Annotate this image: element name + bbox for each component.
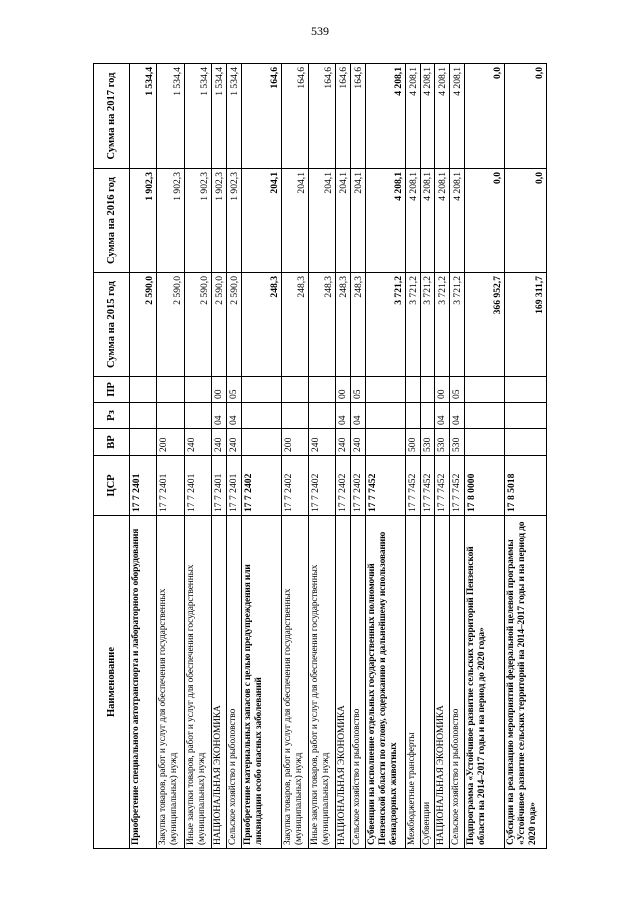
- cell-vr: 240: [336, 429, 351, 456]
- cell-y2016: 1 902,3: [212, 169, 227, 273]
- cell-csr: 17 8 0000: [464, 456, 504, 516]
- cell-y2016: 4 208,1: [450, 169, 465, 273]
- cell-pr: [184, 377, 211, 403]
- cell-rz: [130, 403, 157, 429]
- cell-vr: 530: [435, 429, 450, 456]
- cell-csr: 17 7 2401: [130, 456, 157, 516]
- table-row: [281, 64, 308, 849]
- cell-pr: [365, 377, 405, 403]
- cell-y2016: 0,0: [504, 169, 546, 273]
- header-2016: Сумма на 2016 год: [94, 169, 130, 273]
- table-header-row: [94, 64, 130, 849]
- cell-y2016: 4 208,1: [435, 169, 450, 273]
- cell-vr: 240: [184, 429, 211, 456]
- cell-vr: 200: [281, 429, 308, 456]
- table-row: [504, 64, 546, 849]
- cell-rz: 04: [336, 403, 351, 429]
- cell-pr: 00: [435, 377, 450, 403]
- table-row: [365, 64, 405, 849]
- cell-rz: [420, 403, 435, 429]
- table-row: [184, 64, 211, 849]
- cell-rz: [308, 403, 335, 429]
- table-row: [336, 64, 351, 849]
- cell-y2015: 3 721,2: [450, 273, 465, 377]
- cell-pr: [281, 377, 308, 403]
- cell-name: НАЦИОНАЛЬНАЯ ЭКОНОМИКА: [435, 516, 450, 849]
- cell-rz: [464, 403, 504, 429]
- cell-vr: 530: [420, 429, 435, 456]
- cell-y2015: 169 311,7: [504, 273, 546, 377]
- cell-rz: [365, 403, 405, 429]
- cell-rz: 04: [212, 403, 227, 429]
- cell-y2015: 3 721,2: [420, 273, 435, 377]
- cell-pr: 05: [450, 377, 465, 403]
- cell-pr: 05: [226, 377, 241, 403]
- cell-y2016: 204,1: [308, 169, 335, 273]
- cell-csr: 17 7 2401: [226, 456, 241, 516]
- cell-name: Иные закупки товаров, работ и услуг для обеспечения государственных (муниципальных) нужд: [308, 516, 335, 849]
- cell-csr: 17 7 7452: [365, 456, 405, 516]
- cell-csr: 17 7 2402: [241, 456, 281, 516]
- cell-rz: [184, 403, 211, 429]
- cell-y2017: 0,0: [504, 64, 546, 169]
- cell-name: Сельское хозяйство и рыболовство: [351, 516, 366, 849]
- cell-vr: [130, 429, 157, 456]
- cell-csr: 17 7 2401: [184, 456, 211, 516]
- cell-y2016: 1 902,3: [226, 169, 241, 273]
- cell-y2016: 0,0: [464, 169, 504, 273]
- cell-y2015: 3 721,2: [435, 273, 450, 377]
- cell-pr: 00: [336, 377, 351, 403]
- cell-pr: [157, 377, 184, 403]
- header-2015: Сумма на 2015 год: [94, 273, 130, 377]
- cell-y2015: 366 952,7: [464, 273, 504, 377]
- table-row: [308, 64, 335, 849]
- cell-y2016: 1 902,3: [184, 169, 211, 273]
- cell-name: Субвенции на исполнение отдельных государственных полномочий Пензенской области по отлову, содержанию и дальнейшему использованию безнадзорных животных: [365, 516, 405, 849]
- cell-rz: 04: [351, 403, 366, 429]
- cell-y2016: 4 208,1: [420, 169, 435, 273]
- cell-name: Межбюджетные трансферты: [405, 516, 420, 849]
- cell-pr: [308, 377, 335, 403]
- table-row: [157, 64, 184, 849]
- table-row: [420, 64, 435, 849]
- budget-table: [93, 63, 547, 849]
- cell-csr: 17 7 2401: [212, 456, 227, 516]
- cell-name: Субсидии на реализацию мероприятий федеральной целевой программы «Устойчивое развитие сельских территорий на 2014–2017 годы и на период до 2020 года»: [504, 516, 546, 849]
- cell-vr: 500: [405, 429, 420, 456]
- cell-y2017: 164,6: [281, 64, 308, 169]
- cell-y2017: 4 208,1: [405, 64, 420, 169]
- cell-rz: 04: [435, 403, 450, 429]
- cell-y2017: 4 208,1: [420, 64, 435, 169]
- cell-csr: 17 7 7452: [435, 456, 450, 516]
- cell-rz: [157, 403, 184, 429]
- cell-y2017: 0,0: [464, 64, 504, 169]
- cell-y2015: 2 590,0: [212, 273, 227, 377]
- cell-rz: [281, 403, 308, 429]
- cell-name: Приобретение материальных запасов с целью предупреждения или ликвидации особо опасных заболеваний: [241, 516, 281, 849]
- cell-y2016: 204,1: [336, 169, 351, 273]
- cell-rz: [241, 403, 281, 429]
- cell-name: Закупка товаров, работ и услуг для обеспечения государственных (муниципальных) нужд: [281, 516, 308, 849]
- table-row: [405, 64, 420, 849]
- cell-vr: [241, 429, 281, 456]
- cell-y2015: 248,3: [351, 273, 366, 377]
- cell-y2015: 248,3: [281, 273, 308, 377]
- cell-pr: 00: [212, 377, 227, 403]
- cell-y2017: 164,6: [241, 64, 281, 169]
- cell-csr: 17 7 2401: [157, 456, 184, 516]
- cell-name: Приобретение специального автотранспорта и лабораторного оборудования: [130, 516, 157, 849]
- cell-y2015: 248,3: [336, 273, 351, 377]
- header-2017: Сумма на 2017 год: [94, 64, 130, 169]
- table-row: [435, 64, 450, 849]
- cell-rz: [405, 403, 420, 429]
- cell-y2016: 204,1: [351, 169, 366, 273]
- cell-y2015: 2 590,0: [184, 273, 211, 377]
- cell-y2017: 4 208,1: [450, 64, 465, 169]
- cell-csr: 17 7 2402: [351, 456, 366, 516]
- cell-csr: 17 7 2402: [308, 456, 335, 516]
- cell-y2017: 164,6: [308, 64, 335, 169]
- cell-name: Подпрограмма «Устойчивое развитие сельских территорий Пензенской области на 2014–2017 годы и на период до 2020 года»: [464, 516, 504, 849]
- cell-pr: 05: [351, 377, 366, 403]
- cell-pr: [420, 377, 435, 403]
- cell-name: Закупка товаров, работ и услуг для обеспечения государственных (муниципальных) нужд: [157, 516, 184, 849]
- cell-pr: [504, 377, 546, 403]
- cell-vr: 240: [212, 429, 227, 456]
- cell-pr: [241, 377, 281, 403]
- cell-y2016: 204,1: [281, 169, 308, 273]
- cell-y2015: 2 590,0: [157, 273, 184, 377]
- cell-y2017: 164,6: [336, 64, 351, 169]
- cell-name: Иные закупки товаров, работ и услуг для обеспечения государственных (муниципальных) нужд: [184, 516, 211, 849]
- cell-y2017: 1 534,4: [212, 64, 227, 169]
- header-pr: ПР: [94, 377, 130, 403]
- cell-y2016: 1 902,3: [130, 169, 157, 273]
- header-vr: ВР: [94, 429, 130, 456]
- cell-csr: 17 7 7452: [405, 456, 420, 516]
- cell-y2017: 4 208,1: [365, 64, 405, 169]
- cell-pr: [405, 377, 420, 403]
- cell-y2015: 3 721,2: [405, 273, 420, 377]
- cell-y2015: 2 590,0: [226, 273, 241, 377]
- table-row: [464, 64, 504, 849]
- cell-csr: 17 7 2402: [281, 456, 308, 516]
- cell-y2015: 3 721,2: [365, 273, 405, 377]
- cell-name: Субвенции: [420, 516, 435, 849]
- table-row: [212, 64, 227, 849]
- cell-y2017: 1 534,4: [184, 64, 211, 169]
- header-csr: ЦСР: [94, 456, 130, 516]
- table-row: [241, 64, 281, 849]
- cell-pr: [464, 377, 504, 403]
- header-name: Наименование: [94, 516, 130, 849]
- cell-csr: 17 7 7452: [450, 456, 465, 516]
- budget-table-rotated: [93, 64, 547, 849]
- cell-csr: 17 8 5018: [504, 456, 546, 516]
- cell-y2015: 248,3: [241, 273, 281, 377]
- cell-vr: 240: [308, 429, 335, 456]
- cell-csr: 17 7 7452: [420, 456, 435, 516]
- cell-csr: 17 7 2402: [336, 456, 351, 516]
- cell-y2017: 4 208,1: [435, 64, 450, 169]
- table-row: [351, 64, 366, 849]
- cell-pr: [130, 377, 157, 403]
- cell-rz: 04: [450, 403, 465, 429]
- cell-name: Сельское хозяйство и рыболовство: [450, 516, 465, 849]
- cell-y2016: 4 208,1: [365, 169, 405, 273]
- cell-y2016: 1 902,3: [157, 169, 184, 273]
- cell-y2015: 2 590,0: [130, 273, 157, 377]
- cell-name: Сельское хозяйство и рыболовство: [226, 516, 241, 849]
- cell-vr: 240: [226, 429, 241, 456]
- table-body: [130, 64, 547, 849]
- cell-rz: [504, 403, 546, 429]
- cell-y2017: 1 534,4: [130, 64, 157, 169]
- table-row: [226, 64, 241, 849]
- cell-y2017: 1 534,4: [226, 64, 241, 169]
- cell-y2017: 1 534,4: [157, 64, 184, 169]
- table-row: [450, 64, 465, 849]
- cell-y2016: 4 208,1: [405, 169, 420, 273]
- header-rz: Рз: [94, 403, 130, 429]
- cell-rz: 04: [226, 403, 241, 429]
- cell-name: НАЦИОНАЛЬНАЯ ЭКОНОМИКА: [336, 516, 351, 849]
- table-row: [130, 64, 157, 849]
- cell-vr: [365, 429, 405, 456]
- cell-vr: 240: [351, 429, 366, 456]
- page-number: 539: [311, 24, 329, 38]
- cell-y2016: 204,1: [241, 169, 281, 273]
- cell-vr: 200: [157, 429, 184, 456]
- cell-vr: [504, 429, 546, 456]
- cell-name: НАЦИОНАЛЬНАЯ ЭКОНОМИКА: [212, 516, 227, 849]
- cell-y2017: 164,6: [351, 64, 366, 169]
- cell-y2015: 248,3: [308, 273, 335, 377]
- cell-vr: [464, 429, 504, 456]
- cell-vr: 530: [450, 429, 465, 456]
